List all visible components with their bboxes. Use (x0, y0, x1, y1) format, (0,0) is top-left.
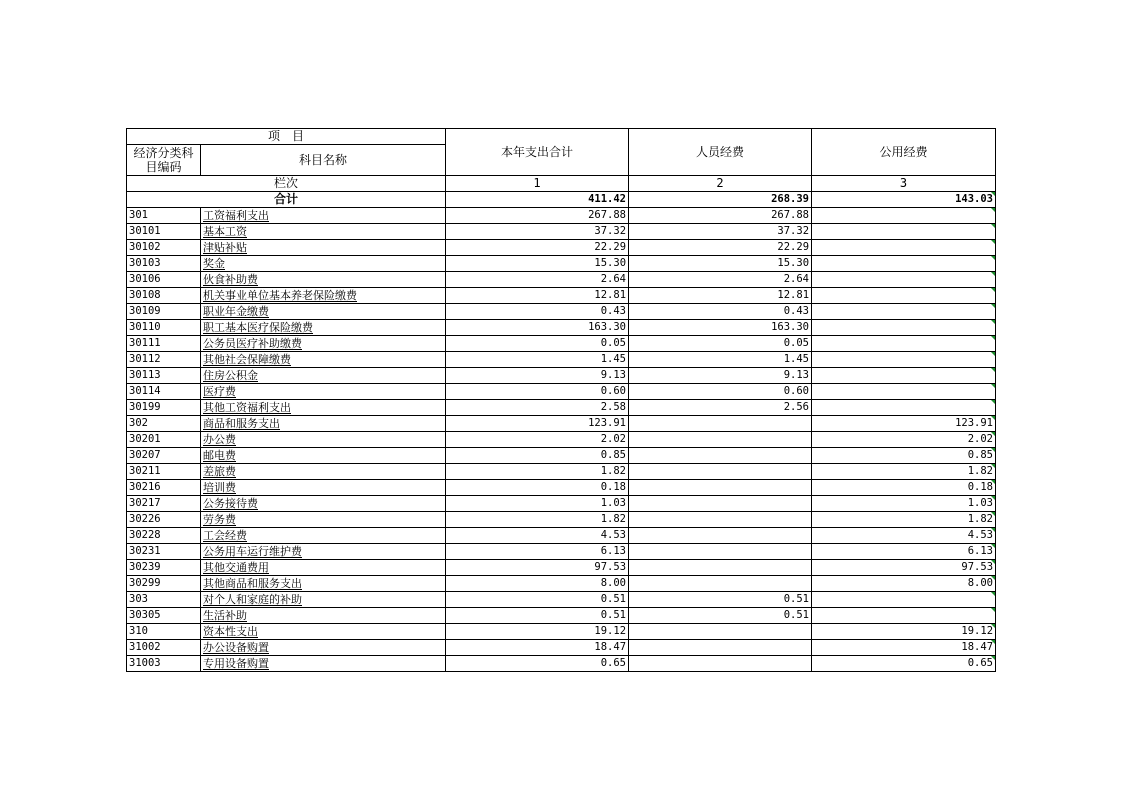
row-public (812, 400, 996, 416)
table-row (127, 432, 996, 448)
table-row (127, 640, 996, 656)
row-total: 18.47 (446, 640, 629, 656)
row-code: 30228 (127, 528, 201, 544)
row-code: 30110 (127, 320, 201, 336)
row-personnel (629, 464, 812, 480)
row-total: 9.13 (446, 368, 629, 384)
row-name: 基本工资 (201, 224, 446, 240)
row-name: 邮电费 (201, 448, 446, 464)
row-personnel (629, 496, 812, 512)
row-personnel (629, 528, 812, 544)
row-name: 培训费 (201, 480, 446, 496)
row-code: 310 (127, 624, 201, 640)
row-name: 机关事业单位基本养老保险缴费 (201, 288, 446, 304)
row-public (812, 208, 996, 224)
row-name: 公务用车运行维护费 (201, 544, 446, 560)
table-row (127, 272, 996, 288)
row-total: 267.88 (446, 208, 629, 224)
table-row (127, 448, 996, 464)
row-total: 0.05 (446, 336, 629, 352)
table-row (127, 384, 996, 400)
row-total: 0.43 (446, 304, 629, 320)
row-total: 15.30 (446, 256, 629, 272)
clipped-title-remnant (126, 115, 546, 128)
row-total: 6.13 (446, 544, 629, 560)
row-total: 0.51 (446, 608, 629, 624)
row-personnel: 0.43 (629, 304, 812, 320)
header-total-col: 本年支出合计 (446, 129, 629, 176)
row-public: 18.47 (812, 640, 996, 656)
row-name: 生活补助 (201, 608, 446, 624)
row-name: 公务接待费 (201, 496, 446, 512)
row-code: 30111 (127, 336, 201, 352)
table-row (127, 336, 996, 352)
row-public (812, 256, 996, 272)
row-total: 2.02 (446, 432, 629, 448)
row-public (812, 224, 996, 240)
row-name: 其他交通费用 (201, 560, 446, 576)
row-total: 0.51 (446, 592, 629, 608)
row-personnel: 22.29 (629, 240, 812, 256)
row-personnel (629, 480, 812, 496)
row-personnel (629, 624, 812, 640)
row-total: 0.60 (446, 384, 629, 400)
table-row (127, 624, 996, 640)
spreadsheet-page (126, 128, 995, 672)
row-name: 工会经费 (201, 528, 446, 544)
table-row (127, 560, 996, 576)
row-name: 工资福利支出 (201, 208, 446, 224)
row-personnel (629, 544, 812, 560)
row-total: 1.45 (446, 352, 629, 368)
row-name: 其他商品和服务支出 (201, 576, 446, 592)
row-public (812, 384, 996, 400)
row-public (812, 592, 996, 608)
table-row (127, 480, 996, 496)
row-code: 30112 (127, 352, 201, 368)
row-name: 专用设备购置 (201, 656, 446, 672)
row-total: 2.64 (446, 272, 629, 288)
row-code: 301 (127, 208, 201, 224)
row-personnel (629, 448, 812, 464)
row-code: 30101 (127, 224, 201, 240)
total-row-total: 411.42 (446, 192, 629, 208)
row-total: 12.81 (446, 288, 629, 304)
row-public (812, 320, 996, 336)
row-personnel: 37.32 (629, 224, 812, 240)
row-total: 0.85 (446, 448, 629, 464)
table-row (127, 512, 996, 528)
row-personnel (629, 656, 812, 672)
row-total: 22.29 (446, 240, 629, 256)
row-code: 30239 (127, 560, 201, 576)
column-number-3: 3 (812, 176, 996, 192)
row-total: 19.12 (446, 624, 629, 640)
row-total: 8.00 (446, 576, 629, 592)
row-personnel: 9.13 (629, 368, 812, 384)
row-personnel (629, 416, 812, 432)
row-total: 97.53 (446, 560, 629, 576)
row-public: 1.82 (812, 512, 996, 528)
table-row (127, 400, 996, 416)
row-public: 123.91 (812, 416, 996, 432)
row-code: 30113 (127, 368, 201, 384)
row-name: 医疗费 (201, 384, 446, 400)
row-code: 30207 (127, 448, 201, 464)
row-public: 19.12 (812, 624, 996, 640)
row-public (812, 352, 996, 368)
row-public: 0.18 (812, 480, 996, 496)
table-row (127, 240, 996, 256)
row-name: 其他工资福利支出 (201, 400, 446, 416)
table-row (127, 416, 996, 432)
header-xiangmu: 项 目 (127, 129, 446, 145)
row-personnel: 0.60 (629, 384, 812, 400)
row-total: 1.03 (446, 496, 629, 512)
row-name: 资本性支出 (201, 624, 446, 640)
table-row (127, 304, 996, 320)
row-personnel (629, 576, 812, 592)
row-code: 31003 (127, 656, 201, 672)
row-code: 30211 (127, 464, 201, 480)
row-public: 2.02 (812, 432, 996, 448)
row-code: 30108 (127, 288, 201, 304)
table-row (127, 256, 996, 272)
row-name: 公务员医疗补助缴费 (201, 336, 446, 352)
row-public: 0.85 (812, 448, 996, 464)
row-total: 0.65 (446, 656, 629, 672)
header-lanci: 栏次 (127, 176, 446, 192)
row-public (812, 368, 996, 384)
row-code: 31002 (127, 640, 201, 656)
expenditure-table (126, 128, 996, 672)
total-row-public: 143.03 (812, 192, 996, 208)
row-total: 1.82 (446, 464, 629, 480)
row-public: 6.13 (812, 544, 996, 560)
row-code: 30216 (127, 480, 201, 496)
row-personnel (629, 560, 812, 576)
total-row-label: 合计 (127, 192, 446, 208)
row-code: 30114 (127, 384, 201, 400)
row-personnel: 0.05 (629, 336, 812, 352)
table-row (127, 656, 996, 672)
row-personnel: 1.45 (629, 352, 812, 368)
row-total: 2.58 (446, 400, 629, 416)
row-public (812, 272, 996, 288)
table-row (127, 208, 996, 224)
row-public: 97.53 (812, 560, 996, 576)
row-code: 30199 (127, 400, 201, 416)
row-personnel (629, 432, 812, 448)
row-personnel: 0.51 (629, 592, 812, 608)
row-name: 劳务费 (201, 512, 446, 528)
row-code: 30103 (127, 256, 201, 272)
row-public (812, 288, 996, 304)
row-code: 30299 (127, 576, 201, 592)
row-code: 30201 (127, 432, 201, 448)
row-public (812, 240, 996, 256)
row-name: 伙食补助费 (201, 272, 446, 288)
table-row (127, 592, 996, 608)
row-personnel (629, 640, 812, 656)
row-total: 163.30 (446, 320, 629, 336)
row-code: 30109 (127, 304, 201, 320)
row-public: 1.03 (812, 496, 996, 512)
row-total: 123.91 (446, 416, 629, 432)
header-public-col: 公用经费 (812, 129, 996, 176)
column-number-2: 2 (629, 176, 812, 192)
row-name: 对个人和家庭的补助 (201, 592, 446, 608)
header-name-col: 科目名称 (201, 145, 446, 176)
header-code-col: 经济分类科目编码 (127, 145, 201, 176)
table-row (127, 224, 996, 240)
table-row (127, 288, 996, 304)
table-row (127, 320, 996, 336)
table-row (127, 464, 996, 480)
header-personnel-col: 人员经费 (629, 129, 812, 176)
row-name: 职业年金缴费 (201, 304, 446, 320)
row-name: 其他社会保障缴费 (201, 352, 446, 368)
table-row (127, 544, 996, 560)
row-total: 37.32 (446, 224, 629, 240)
row-personnel: 163.30 (629, 320, 812, 336)
table-row (127, 496, 996, 512)
row-name: 津贴补贴 (201, 240, 446, 256)
row-personnel: 2.56 (629, 400, 812, 416)
row-name: 住房公积金 (201, 368, 446, 384)
row-personnel: 15.30 (629, 256, 812, 272)
row-personnel: 267.88 (629, 208, 812, 224)
row-code: 30226 (127, 512, 201, 528)
row-public: 1.82 (812, 464, 996, 480)
row-name: 差旅费 (201, 464, 446, 480)
row-public: 8.00 (812, 576, 996, 592)
row-name: 商品和服务支出 (201, 416, 446, 432)
table-row (127, 368, 996, 384)
row-name: 职工基本医疗保险缴费 (201, 320, 446, 336)
row-code: 30305 (127, 608, 201, 624)
row-public: 0.65 (812, 656, 996, 672)
table-row (127, 608, 996, 624)
row-total: 4.53 (446, 528, 629, 544)
row-public: 4.53 (812, 528, 996, 544)
row-total: 1.82 (446, 512, 629, 528)
table-row (127, 352, 996, 368)
row-name: 办公设备购置 (201, 640, 446, 656)
row-code: 30231 (127, 544, 201, 560)
row-public (812, 304, 996, 320)
row-name: 奖金 (201, 256, 446, 272)
row-public (812, 336, 996, 352)
column-number-1: 1 (446, 176, 629, 192)
row-code: 30106 (127, 272, 201, 288)
row-total: 0.18 (446, 480, 629, 496)
row-name: 办公费 (201, 432, 446, 448)
row-public (812, 608, 996, 624)
row-personnel: 2.64 (629, 272, 812, 288)
row-code: 303 (127, 592, 201, 608)
total-row-personnel: 268.39 (629, 192, 812, 208)
row-code: 302 (127, 416, 201, 432)
table-row (127, 576, 996, 592)
row-personnel (629, 512, 812, 528)
row-personnel: 12.81 (629, 288, 812, 304)
row-personnel: 0.51 (629, 608, 812, 624)
table-row (127, 528, 996, 544)
row-code: 30102 (127, 240, 201, 256)
row-code: 30217 (127, 496, 201, 512)
